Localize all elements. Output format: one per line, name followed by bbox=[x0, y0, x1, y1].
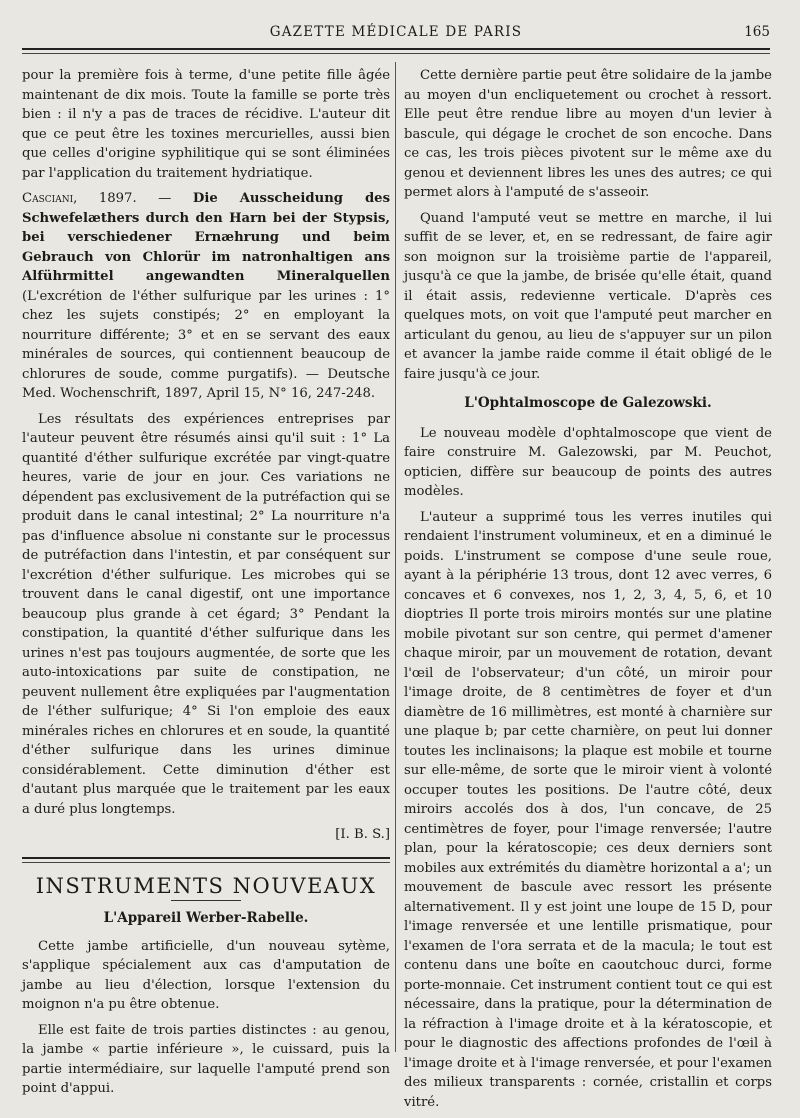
page-number: 165 bbox=[744, 24, 770, 40]
paragraph-walking: Quand l'amputé veut se mettre en marche, il lui suffit de se lever, et, en se redressant, de faire agir son moignon sur la troisième partie de l'appareil, jusqu'à ce que la jambe, de brisée qu'elle était, quand il était assis, redevienne verticale. D'après ces quelques mots, on voit que l'amputé peut marcher en articulant du genou, au lieu de s'appuyer sur un pilon et avancer la jambe raide comme il était obligé de le faire jusqu'à ce jour. bbox=[404, 210, 772, 382]
section-title: INSTRUMENTS NOUVEAUX bbox=[35, 873, 377, 898]
right-column bbox=[404, 66, 772, 1118]
paragraph-description: L'auteur a supprimé tous les verres inutiles qui rendaient l'instrument volumineux, et en a diminué le poids. L'instrument se compose d'une seule roue, ayant à la périphérie 13 trous, dont 12 avec verres, 6 concaves et 6 convexes, nos 1, 2, 3, 4, 5, 6, et 10 dioptries Il porte trois miroirs montés sur une platine mobile pivotant sur son centre, qui permet d'amener chaque miroir, par un mouvement de rotation, devant l'œil de l'observateur; d'un côté, un miroir pour l'image droite, de 8 centimètres de foyer et d'un diamètre de 16 millimètres, est monté à charnière sur une plaque b; par cette charnière, on peut lui donner toutes les inclinaisons; la plaque est mobile et tourne sur elle-même, de sorte que le miroir vient à volonté occuper toutes les positions. De l'autre côté, deux miroirs accolés dos à dos, l'un concave, de 25 centimètres de foyer, pour l'image renversée; l'autre plan, pour la kératoscopie; ces deux derniers sont mobiles aux extrémités du diamètre horizontal a a'; un mouvement de bascule avec ressort les présente alternativement. Il y est joint une loupe de 15 D, pour l'image renversée et une lentille prismatique, pour l'examen de l'ora serrata et de la macula; le tout est contenu dans une boîte en caoutchouc durci, forme porte-monnaie. Cet instrument contient tout ce qui est nécessaire, dans la pratique, pour la détermination de la réfraction à l'image droite et à la kératoscopie, et pour le diagnostic des affections profondes de l'œil à l'image droite et à l'image renversée, et pour l'examen des milieux transparents : cornée, cristallin et corps vitré. bbox=[404, 509, 772, 1110]
section-underline bbox=[171, 900, 241, 901]
paragraph-parts: Elle est faite de trois parties distinctes : au genou, la jambe « partie inférieure », le cuissard, puis la partie intermédiaire, sur laquelle l'amputé prend son point d'appui. bbox=[22, 1022, 390, 1096]
header-rule-thin bbox=[22, 53, 770, 54]
article-subtitle: L'Appareil Werber-Rabelle. bbox=[103, 910, 309, 926]
paragraph-model: Le nouveau modèle d'ophtalmoscope que vient de faire construire M. Galezowski, par M. Peuchot, opticien, diffère sur beaucoup de points des autres modèles. bbox=[404, 425, 772, 499]
page-header bbox=[22, 22, 770, 46]
citation-author: Casciani bbox=[22, 191, 74, 206]
header-rule bbox=[22, 48, 770, 50]
citation-title: Die Ausscheidung des Schwefelæthers durch den Harn bei der Stypsis, bei verschiedener Ernæhrung und beim Gebrauch von Chlorür im natronhaltigen ans Alführmittel angewandten Mineralquellen bbox=[22, 191, 390, 284]
section-rule-thin bbox=[22, 862, 390, 863]
citation-entry bbox=[22, 189, 390, 404]
paragraph-mechanism: Cette dernière partie peut être solidaire de la jambe au moyen d'un encliquetement ou crochet à ressort. Elle peut être rendue libre au moyen d'un levier à bascule, qui dégage le crochet de son encoche. Dans ce cas, les trois pièces pivotent sur le même axe du genou et deviennent libres les unes des autres; ce qui permet alors à l'amputé de s'asseoir. bbox=[404, 68, 772, 200]
citation-details: (L'excrétion de l'éther sulfurique par les urines : 1° chez les sujets constipés; 2° en employant la nourriture différente; 3° et en se servant des eaux minérales de sources, qui contiennent beaucoup de chlorures de soude, comme purgatifs). — Deutsche Med. Wochenschrift, 1897, April 15, N° 16, 247-248. bbox=[22, 288, 390, 401]
section-rule bbox=[22, 857, 390, 859]
running-title: GAZETTE MÉDICALE DE PARIS bbox=[269, 24, 523, 40]
citation-year: , 1897. — bbox=[73, 191, 193, 206]
paragraph-intro: Cette jambe artificielle, d'un nouveau sytème, s'applique spécialement aux cas d'amputation de jambe au lieu d'élection, lorsque l'extension du moignon n'a pu être obtenue. bbox=[22, 938, 390, 1012]
paragraph-continuation: pour la première fois à terme, d'une petite fille âgée maintenant de dix mois. Toute la famille se porte très bien : il n'y a pas de traces de récidive. L'auteur dit que ce peut être les toxines mercurielles, aussi bien que celles d'origine syphilitique qui se sont éliminées par l'application du traitement hydriatique. bbox=[22, 68, 390, 181]
article-subtitle-ophthalmoscope: L'Ophtalmoscope de Galezowski. bbox=[464, 395, 712, 411]
left-column bbox=[22, 66, 390, 1105]
column-divider bbox=[395, 62, 396, 1052]
paragraph-results: Les résultats des expériences entreprises par l'auteur peuvent être résumés ainsi qu'il suit : 1° La quantité d'éther sulfurique excrétée par vingt-quatre heures, varie de jour en jour. Ces variations ne dépendent pas exclusivement de la putréfaction qui se produit dans le canal intestinal; 2° La nourriture n'a pas d'influence absolue ni constante sur le processus de putréfaction dans l'intestin, et par conséquent sur l'excrétion d'éther sulfurique. Les microbes qui se trouvent dans le canal digestif, ont une importance beaucoup plus grande à cet égard; 3° Pendant la constipation, la quantité d'éther sulfurique dans les urines n'est pas toujours augmentée, de sorte que les auto-intoxications par suite de constipation, ne peuvent nullement être expliquées par l'augmentation de l'éther sulfurique; 4° Si l'on emploie des eaux minérales riches en chlorures et en soude, la quantité d'éther sulfurique dans les urines diminue considérablement. Cette diminution d'éther est d'autant plus marquée que le traitement par les eaux a duré plus longtemps. bbox=[22, 411, 390, 817]
signature: [I. B. S.] bbox=[335, 827, 390, 842]
